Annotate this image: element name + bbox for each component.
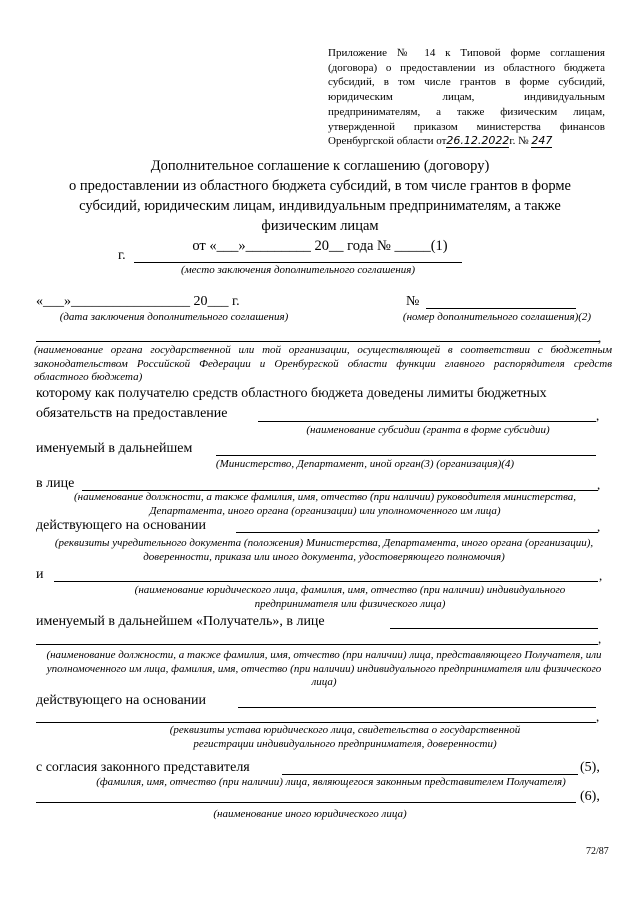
org-line[interactable] xyxy=(36,341,599,342)
title-line: Дополнительное соглашение к соглашению (договору) xyxy=(150,158,490,174)
agreement-date[interactable]: «___»_________________ 20___ г. xyxy=(36,294,240,309)
basis1-caption: (реквизиты учредительного документа (положения) Министерства, Департамента, иного органа (организации), доверенности, приказа или иного документа, удостоверяющего полномочия) xyxy=(54,537,594,563)
rep-line[interactable] xyxy=(282,774,578,775)
document-title xyxy=(30,156,610,256)
limits-line1: которому как получателю средств областного бюджета доведены лимиты бюджетных xyxy=(36,386,547,401)
person1-label: в лице xyxy=(36,476,75,491)
title-line: о предоставлении из областного бюджета субсидий, в том числе грантов в форме xyxy=(69,178,571,194)
place-prefix: г. xyxy=(118,248,126,263)
other-end: (6), xyxy=(580,789,600,804)
title-line: физическим лицам xyxy=(261,218,379,234)
page-number: 72/87 xyxy=(586,846,609,857)
place-line[interactable] xyxy=(134,262,462,263)
limits-line2: обязательств на предоставление xyxy=(36,406,228,421)
org-caption: (наименование органа государственной или той организации, осуществляющей в соответствии с бюджетным законодательством Российской Федерации и Оренбургской области функции главного распорядителя средств областного бюджета) xyxy=(34,344,612,383)
title-line: от «___»_________ 20__ года № _____(1) xyxy=(192,238,448,254)
number-sign: № xyxy=(406,294,420,309)
other-line[interactable] xyxy=(36,802,576,803)
basis2-caption: (реквизиты устава юридического лица, свидетельства о государственной регистрации индивидуального предпринимателя, доверенности) xyxy=(169,724,521,750)
other-caption: (наименование иного юридического лица) xyxy=(213,808,407,820)
number-line[interactable] xyxy=(426,308,576,309)
and-caption: (наименование юридического лица, фамилия, имя, отчество (при наличии) индивидуального предпринимателя или физического лица) xyxy=(134,584,566,610)
basis1-comma: , xyxy=(597,519,601,534)
person1-comma: , xyxy=(597,477,601,492)
date-caption: (дата заключения дополнительного соглашения) xyxy=(59,311,289,323)
number-caption: (номер дополнительного соглашения)(2) xyxy=(402,311,592,323)
limits-caption: (наименование субсидии (гранта в форме субсидии) xyxy=(306,424,550,436)
basis2-line-b[interactable] xyxy=(36,722,596,723)
person1-caption: (наименование должности, а также фамилия, имя, отчество (при наличии) руководителя министерства, Департамента, иного органа (организации) или уполномоченного им лица) xyxy=(73,491,577,517)
named1-label: именуемый в дальнейшем xyxy=(36,441,193,456)
appendix-text: Приложение № 14 к Типовой форме соглашения (договора) о предоставлении из областного бюджета субсидий, в том числе грантов в форме субсидий, юридическим лицам, индивидуальным предпринимателям, а также физическим лицам, утвержденной приказом министерства финансов Оренбургской области от xyxy=(328,47,605,148)
named1-line[interactable] xyxy=(216,455,596,456)
basis2-line-a[interactable] xyxy=(238,707,596,708)
basis1-line[interactable] xyxy=(236,532,598,533)
limits-comma: , xyxy=(596,408,600,423)
place-caption: (место заключения дополнительного соглашения) xyxy=(180,264,415,276)
basis2-comma: , xyxy=(596,709,600,724)
named2-line-b[interactable] xyxy=(36,644,598,645)
basis1-label: действующего на основании xyxy=(36,518,207,533)
and-comma: , xyxy=(599,568,603,583)
named2-comma: , xyxy=(598,631,602,646)
named2-line-a[interactable] xyxy=(390,628,598,629)
org-comma: , xyxy=(598,330,602,345)
appendix-suffix: г. № xyxy=(509,135,529,148)
and-line[interactable] xyxy=(54,581,598,582)
rep-end: (5), xyxy=(580,760,600,775)
named2-label: именуемый в дальнейшем «Получатель», в лице xyxy=(36,614,325,629)
named2-caption: (наименование должности, а также фамилия, имя, отчество (при наличии) лица, представляющего Получателя, или уполномоченного им лица, фамилия, имя, отчество (при наличии) индивидуального предпринимателя или физического лица) xyxy=(46,649,602,688)
title-line: субсидий, юридическим лицам, индивидуальным предпринимателям, а также xyxy=(79,198,561,214)
basis2-label: действующего на основании xyxy=(36,693,207,708)
handwritten-number: 247 xyxy=(531,134,553,148)
rep-caption: (фамилия, имя, отчество (при наличии) лица, являющегося законным представителем Получателя) xyxy=(96,776,566,788)
appendix-note xyxy=(328,46,605,149)
and-label: и xyxy=(36,567,44,582)
rep-label: с согласия законного представителя xyxy=(36,760,250,775)
subsidy-line[interactable] xyxy=(258,421,596,422)
handwritten-date: 26.12.2022 xyxy=(446,134,510,148)
named1-caption: (Министерство, Департамент, иной орган(3) (организация)(4) xyxy=(215,458,515,470)
